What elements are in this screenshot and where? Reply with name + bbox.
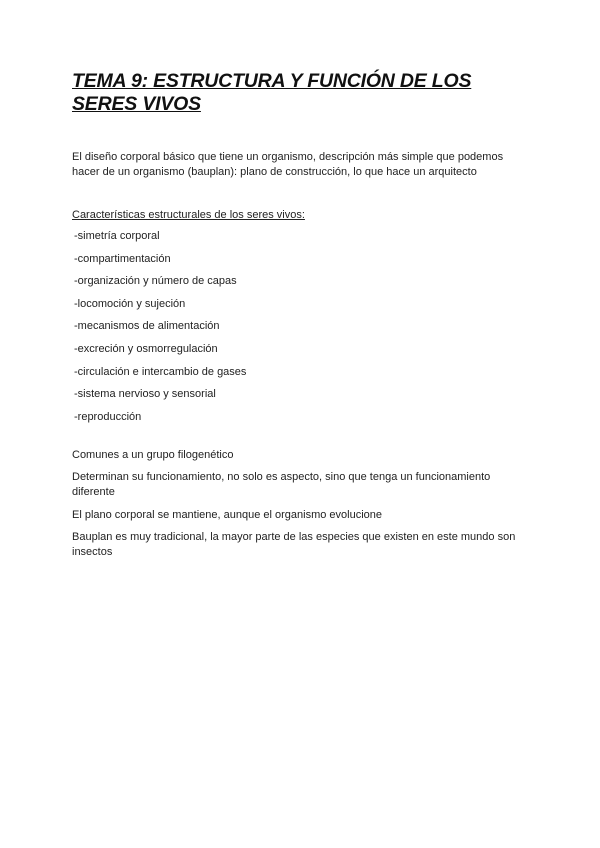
note-paragraph: Bauplan es muy tradicional, la mayor parte de las especies que existen en este mundo son insectos	[72, 531, 516, 559]
list-item: -reproducción	[74, 410, 142, 423]
list-item: -compartimentación	[74, 252, 171, 265]
features-list	[74, 229, 532, 425]
note-paragraph: El plano corporal se mantiene, aunque el organismo evolucione	[72, 508, 383, 521]
notes-section	[72, 448, 532, 561]
list-item: -locomoción y sujeción	[74, 297, 186, 310]
list-item: -excreción y osmorregulación	[74, 342, 218, 355]
list-item: -circulación e intercambio de gases	[74, 365, 247, 378]
note-paragraph: Determinan su funcionamiento, no solo es aspecto, sino que tenga un funcionamiento diferente	[72, 471, 491, 499]
list-item: -organización y número de capas	[74, 275, 237, 288]
note-paragraph: Comunes a un grupo filogenético	[72, 448, 234, 461]
document-title: TEMA 9: ESTRUCTURA Y FUNCIÓN DE LOS SERES VIVOS	[72, 70, 472, 115]
document-page	[72, 70, 532, 568]
list-item: -simetría corporal	[74, 230, 160, 242]
list-item: -sistema nervioso y sensorial	[74, 388, 216, 401]
features-heading: Características estructurales de los seres vivos:	[72, 209, 305, 221]
list-item: -mecanismos de alimentación	[74, 320, 220, 333]
intro-paragraph: El diseño corporal básico que tiene un organismo, descripción más simple que podemos hacer de un organismo (bauplan): plano de construcción, lo que hace un arquitecto	[72, 151, 504, 178]
